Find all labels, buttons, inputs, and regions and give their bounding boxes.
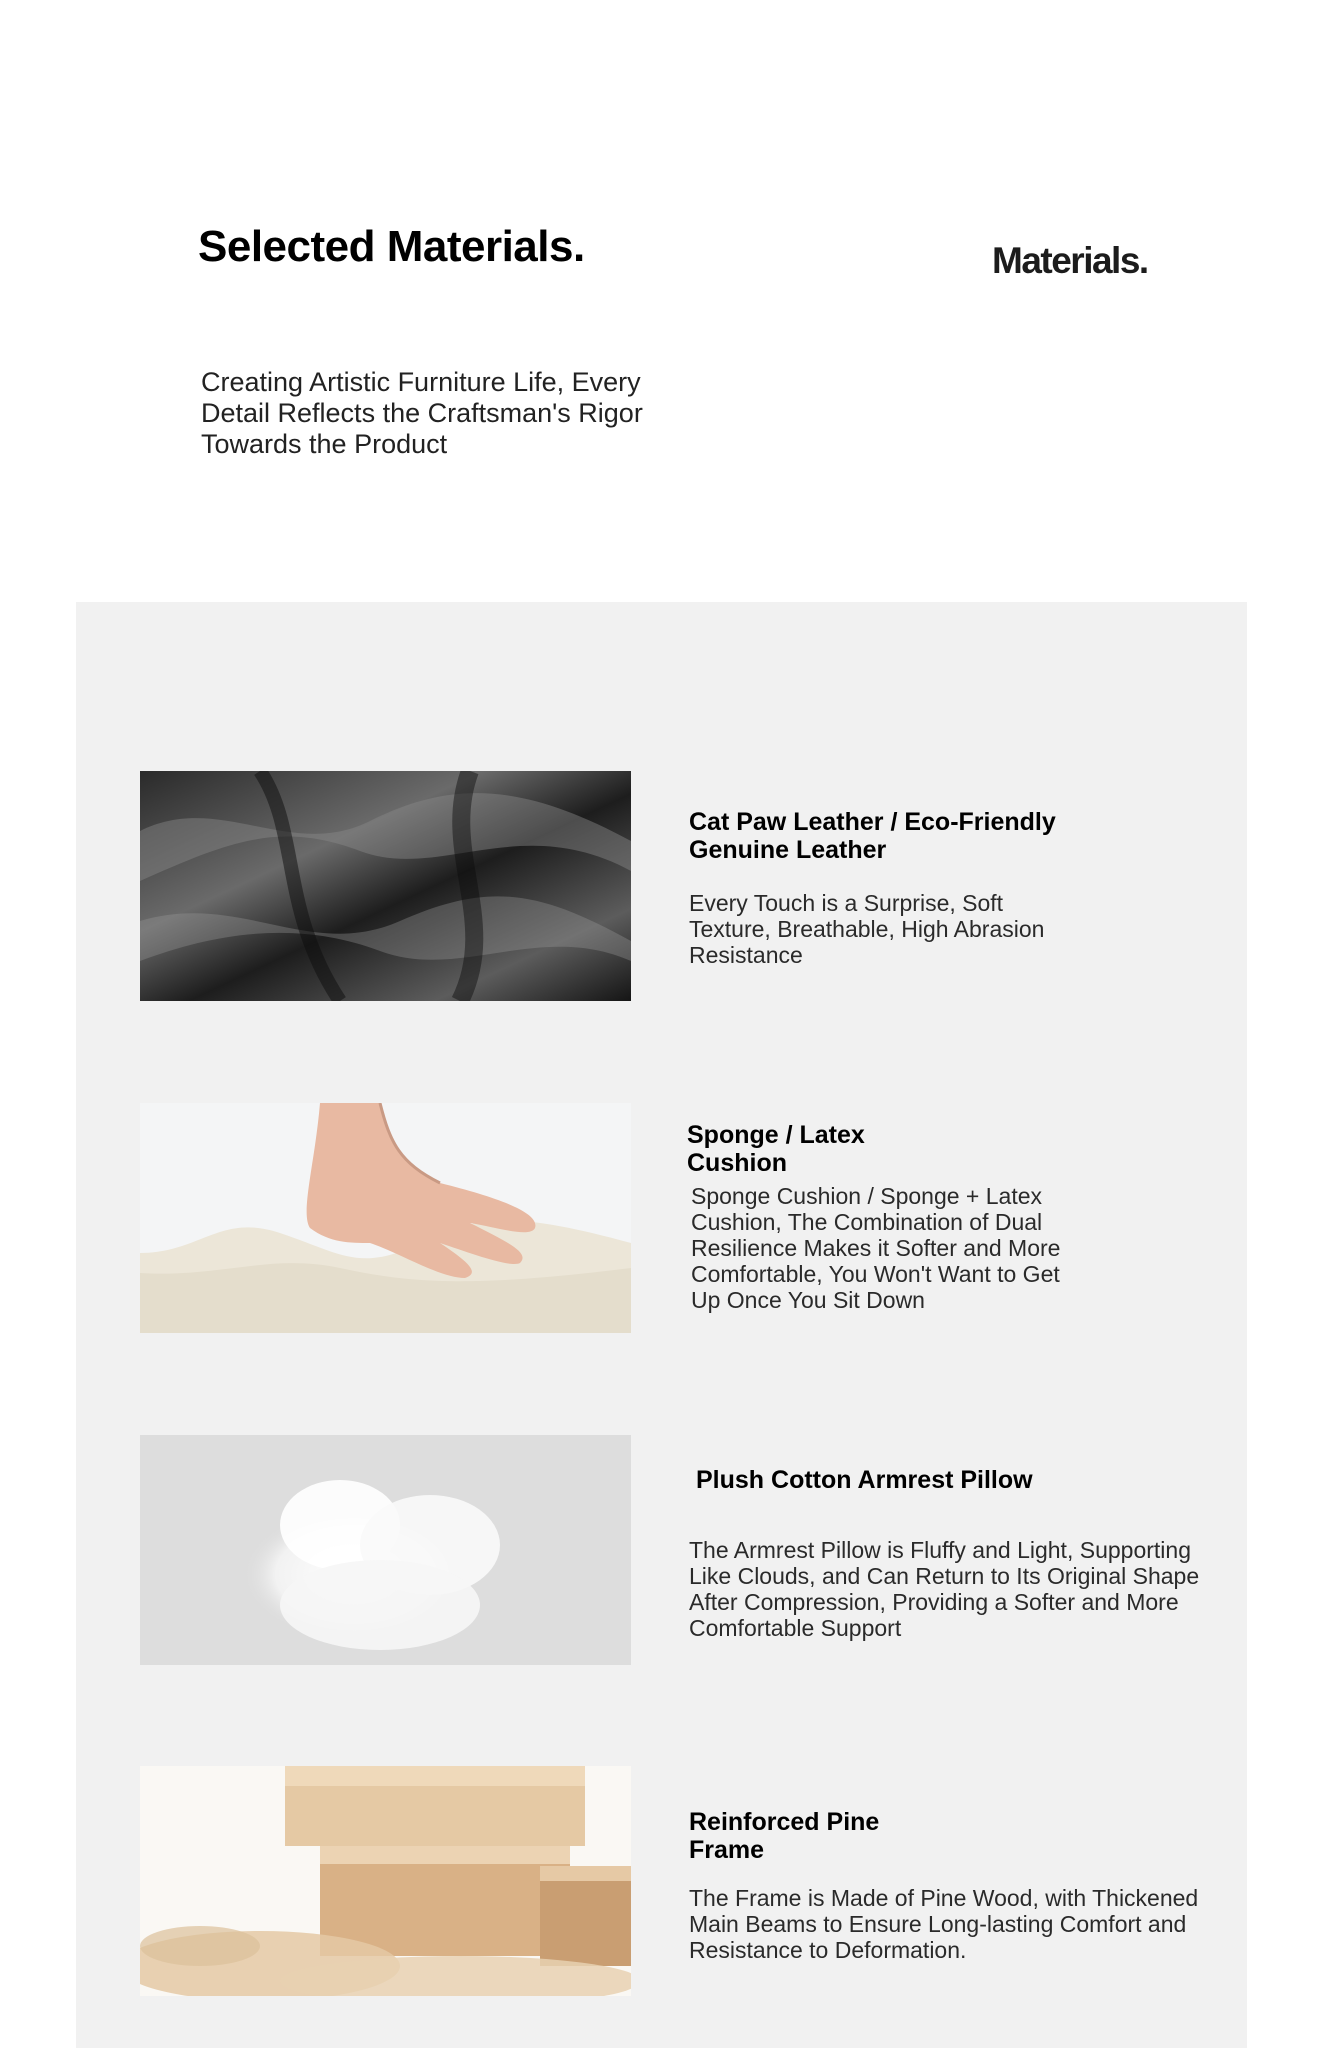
material-desc-leather: Every Touch is a Surprise, Soft Texture, Breathable, High Abrasion Resistance [689,890,1045,968]
material-title-leather: Cat Paw Leather / Eco-Friendly Genuine Leather [689,808,1056,864]
page-subtitle: Creating Artistic Furniture Life, Every Detail Reflects the Craftsman's Rigor Towards the Product [201,367,643,459]
brand-word-logo: Materials. [992,240,1148,281]
pine-wood-blocks-image [140,1766,631,1996]
material-desc-pine: The Frame is Made of Pine Wood, with Thickened Main Beams to Ensure Long-lasting Comfort and Resistance to Deformation. [689,1885,1199,1963]
hand-pressing-foam-image [140,1103,631,1333]
material-title-pine: Reinforced Pine Frame [689,1808,880,1864]
page-title: Selected Materials. [198,222,585,271]
cotton-fluff-image [140,1435,631,1665]
black-leather-image [140,771,631,1001]
material-desc-sponge: Sponge Cushion / Sponge + Latex Cushion, The Combination of Dual Resilience Makes it Softer and More Comfortable, You Won't Want to Get Up Once You Sit Down [691,1183,1061,1313]
material-desc-cotton: The Armrest Pillow is Fluffy and Light, Supporting Like Clouds, and Can Return to Its Original Shape After Compression, Providing a Softer and More Comfortable Support [689,1537,1200,1641]
material-title-sponge: Sponge / Latex Cushion [687,1121,865,1177]
material-title-cotton: Plush Cotton Armrest Pillow [696,1466,1033,1494]
